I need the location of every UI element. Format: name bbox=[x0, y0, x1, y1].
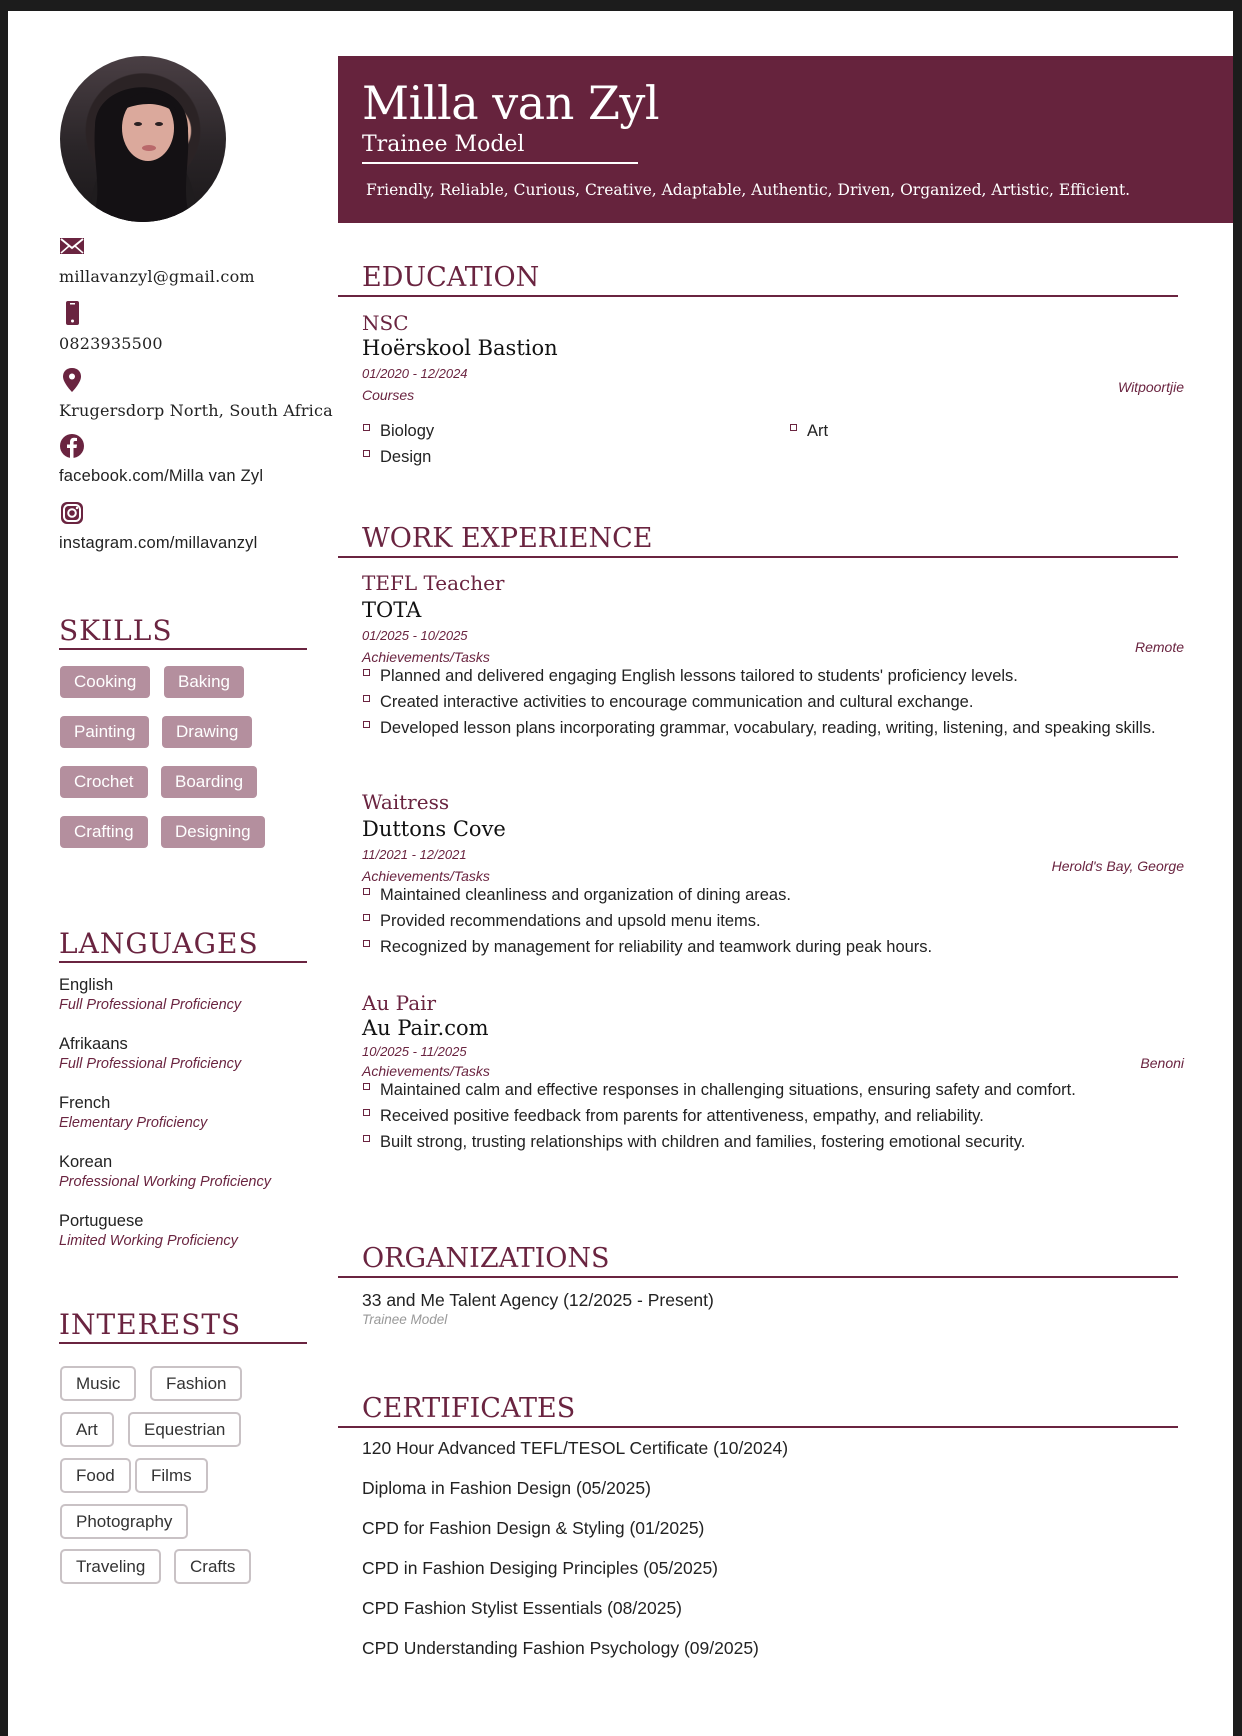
education-location: Witpoortjie bbox=[1117, 379, 1184, 395]
phone-text: 0823935500 bbox=[59, 334, 163, 353]
job-dates: 10/2025 - 11/2025 bbox=[362, 1044, 467, 1059]
language-level: Professional Working Proficiency bbox=[59, 1174, 271, 1190]
languages-heading: LANGUAGES bbox=[59, 928, 307, 963]
job-org: Au Pair.com bbox=[362, 1016, 489, 1040]
certificates-heading: CERTIFICATES bbox=[338, 1392, 1178, 1428]
course-item: Art bbox=[789, 420, 828, 442]
facebook-icon bbox=[59, 433, 85, 459]
interest-chip: Crafts bbox=[174, 1549, 251, 1584]
tasks-label: Achievements/Tasks bbox=[362, 868, 490, 884]
job-location: Remote bbox=[1134, 639, 1184, 655]
instagram-icon bbox=[59, 500, 85, 526]
interest-chip: Traveling bbox=[60, 1549, 161, 1584]
course-item: Design bbox=[362, 446, 431, 468]
skill-chip: Baking bbox=[164, 666, 244, 698]
language-name: English bbox=[59, 976, 114, 994]
job-location: Herold's Bay, George bbox=[1051, 858, 1184, 874]
certificate-item: CPD Understanding Fashion Psychology (09/2025) bbox=[362, 1638, 759, 1658]
job-role: TEFL Teacher bbox=[362, 571, 505, 595]
language-name: Korean bbox=[59, 1153, 113, 1171]
job-entry bbox=[362, 790, 1184, 958]
education-dates: 01/2020 - 12/2024 bbox=[362, 366, 468, 381]
certificate-item: CPD Fashion Stylist Essentials (08/2025) bbox=[362, 1598, 682, 1618]
skill-chip: Crochet bbox=[60, 766, 148, 798]
job-dates: 11/2021 - 12/2021 bbox=[362, 847, 467, 862]
language-level: Elementary Proficiency bbox=[59, 1115, 208, 1131]
facebook-text: facebook.com/Milla van Zyl bbox=[59, 467, 264, 485]
certificate-item: 120 Hour Advanced TEFL/TESOL Certificate (10/2024) bbox=[362, 1438, 789, 1458]
language-level: Full Professional Proficiency bbox=[59, 997, 242, 1013]
language-name: French bbox=[59, 1094, 111, 1112]
task-item: Provided recommendations and upsold menu items. bbox=[362, 910, 1184, 932]
skill-chip: Crafting bbox=[60, 816, 148, 848]
contact-facebook[interactable] bbox=[59, 433, 263, 486]
job-org: TOTA bbox=[362, 598, 422, 622]
task-item: Received positive feedback from parents for attentiveness, empathy, and reliability. bbox=[362, 1105, 1184, 1127]
skill-chip: Cooking bbox=[60, 666, 150, 698]
task-item: Recognized by management for reliability and teamwork during peak hours. bbox=[362, 936, 1184, 958]
contact-email[interactable] bbox=[59, 233, 255, 286]
envelope-icon bbox=[59, 233, 85, 259]
work-heading: WORK EXPERIENCE bbox=[338, 522, 1178, 558]
task-item: Created interactive activities to encourage communication and cultural exchange. bbox=[362, 691, 1184, 713]
language-level: Full Professional Proficiency bbox=[59, 1056, 242, 1072]
interest-chip: Films bbox=[135, 1458, 208, 1493]
contact-phone[interactable] bbox=[59, 300, 163, 353]
contact-location bbox=[59, 367, 333, 420]
task-item: Built strong, trusting relationships with children and families, fostering emotional security. bbox=[362, 1131, 1184, 1153]
job-location: Benoni bbox=[1140, 1055, 1184, 1071]
course-item: Biology bbox=[362, 420, 434, 442]
person-title: Trainee Model bbox=[362, 132, 525, 157]
job-role: Au Pair bbox=[362, 991, 437, 1015]
task-item: Maintained cleanliness and organization of dining areas. bbox=[362, 884, 1184, 906]
organization-role: Trainee Model bbox=[362, 1312, 448, 1327]
interest-chip: Music bbox=[60, 1366, 136, 1401]
language-item bbox=[59, 1035, 241, 1072]
language-item bbox=[59, 976, 241, 1013]
instagram-text: instagram.com/millavanzyl bbox=[59, 534, 258, 552]
language-item bbox=[59, 1094, 207, 1131]
education-entry bbox=[362, 311, 1184, 466]
language-level: Limited Working Proficiency bbox=[59, 1233, 238, 1249]
skill-chip: Painting bbox=[60, 716, 149, 748]
skill-chip: Drawing bbox=[162, 716, 252, 748]
certificate-item: CPD in Fashion Desiging Principles (05/2025) bbox=[362, 1558, 719, 1578]
language-item bbox=[59, 1153, 271, 1190]
interest-chip: Art bbox=[60, 1412, 114, 1447]
contact-instagram[interactable] bbox=[59, 500, 257, 553]
task-item: Maintained calm and effective responses in challenging situations, ensuring safety and comfort. bbox=[362, 1079, 1184, 1101]
certificate-item: CPD for Fashion Design & Styling (01/2025) bbox=[362, 1518, 705, 1538]
skills-heading: SKILLS bbox=[59, 615, 307, 650]
degree: NSC bbox=[362, 311, 409, 335]
email-text: millavanzyl@gmail.com bbox=[59, 267, 255, 286]
tasks-label: Achievements/Tasks bbox=[362, 649, 490, 665]
title-underline bbox=[362, 162, 638, 164]
phone-icon bbox=[59, 300, 85, 326]
interests-heading: INTERESTS bbox=[59, 1309, 307, 1344]
job-role: Waitress bbox=[362, 790, 450, 814]
task-item: Planned and delivered engaging English lessons tailored to students' proficiency levels. bbox=[362, 665, 1184, 687]
skill-chip: Boarding bbox=[161, 766, 257, 798]
person-name: Milla van Zyl bbox=[362, 76, 660, 130]
job-org: Duttons Cove bbox=[362, 817, 506, 841]
skill-chip: Designing bbox=[161, 816, 265, 848]
location-pin-icon bbox=[59, 367, 85, 393]
language-name: Portuguese bbox=[59, 1212, 144, 1230]
profile-photo bbox=[60, 56, 226, 222]
school-name: Hoërskool Bastion bbox=[362, 336, 558, 360]
personal-traits: Friendly, Reliable, Curious, Creative, Adaptable, Authentic, Driven, Organized, Artistic, Efficient. bbox=[366, 181, 1131, 199]
job-dates: 01/2025 - 10/2025 bbox=[362, 628, 468, 643]
certificate-item: Diploma in Fashion Design (05/2025) bbox=[362, 1478, 651, 1498]
education-heading: EDUCATION bbox=[338, 261, 1178, 297]
organizations-heading: ORGANIZATIONS bbox=[338, 1242, 1178, 1278]
interest-chip: Fashion bbox=[150, 1366, 242, 1401]
job-entry bbox=[362, 991, 1184, 1153]
language-item bbox=[59, 1212, 238, 1249]
organization-item: 33 and Me Talent Agency (12/2025 - Present) bbox=[362, 1290, 714, 1310]
location-text: Krugersdorp North, South Africa bbox=[59, 401, 333, 420]
language-name: Afrikaans bbox=[59, 1035, 128, 1053]
interest-chip: Equestrian bbox=[128, 1412, 241, 1447]
interest-chip: Photography bbox=[60, 1504, 188, 1539]
task-item: Developed lesson plans incorporating grammar, vocabulary, reading, writing, listening, and speaking skills. bbox=[362, 717, 1180, 739]
resume-page bbox=[8, 11, 1233, 1736]
job-entry bbox=[362, 571, 1184, 739]
tasks-label: Achievements/Tasks bbox=[362, 1063, 490, 1079]
courses-label: Courses bbox=[362, 387, 415, 403]
interest-chip: Food bbox=[60, 1458, 131, 1493]
header-banner bbox=[338, 56, 1233, 223]
